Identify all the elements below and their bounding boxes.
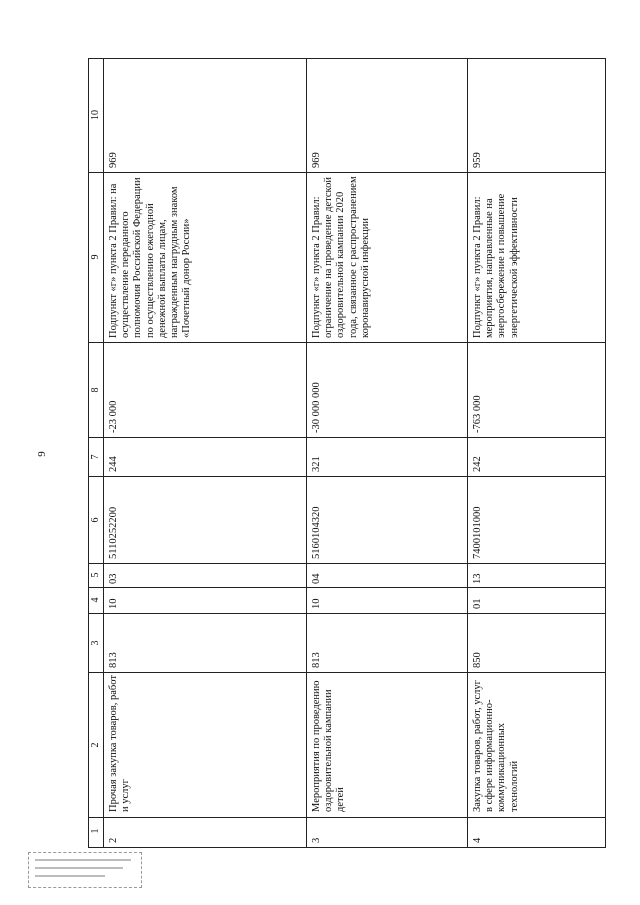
- row-2-col8: -23 000: [108, 400, 119, 433]
- row-3-col4: 10: [311, 598, 322, 609]
- row-3-col10: 969: [311, 152, 322, 168]
- row-2-col6: 5110252200: [108, 506, 119, 559]
- row-4-col10: 959: [472, 152, 483, 168]
- row-4-col4: 01: [472, 598, 483, 609]
- row-3-name: Мероприятия по проведению оздоровительной кампании детей: [311, 680, 347, 812]
- row-2-col3: 813: [108, 652, 119, 668]
- header-col-5: 5: [90, 572, 101, 578]
- row-4-col6: 7400101000: [472, 506, 483, 559]
- header-col-1: 1: [90, 828, 101, 834]
- header-col-9: 9: [90, 254, 101, 260]
- header-col-4: 4: [90, 597, 101, 603]
- row-4-number: 4: [472, 837, 483, 843]
- header-col-2: 2: [90, 742, 101, 748]
- row-2-col10: 969: [108, 152, 119, 168]
- header-col-6: 6: [90, 517, 101, 523]
- row-2-col5: 03: [108, 573, 119, 584]
- row-4-name: Закупка товаров, работ, услуг в сфере информационно-коммуникационных технологий: [472, 680, 520, 812]
- row-4-col3: 850: [472, 652, 483, 668]
- row-3-number: 3: [311, 837, 322, 843]
- row-3-col6: 5160104320: [311, 506, 322, 559]
- header-col-8: 8: [90, 387, 101, 393]
- row-2-col9: Подпункт «г» пункта 2 Правил: на осуществление переданного полномочия Российской Федерации по осуществлению ежегодной денежной выплаты лицам, награжденным нагрудным знаком «Почетный донор России»: [108, 177, 193, 338]
- header-col-3: 3: [90, 640, 101, 646]
- row-3-col8: -30 000 000: [311, 382, 322, 433]
- row-3-col9: Подпункт «г» пункта 2 Правил: ограничение на проведение детской оздоровительной кампании 2020 года, связанное с распространением коронавирусной инфекции: [311, 176, 371, 338]
- header-col-7: 7: [90, 454, 101, 460]
- row-2-col7: 244: [108, 456, 119, 472]
- row-2-col4: 10: [108, 598, 119, 609]
- row-3-col3: 813: [311, 652, 322, 668]
- row-4-col9: Подпункт «г» пункта 2 Правил: мероприятия, направленные на энергосбережение и повышение энергетической эффективности: [472, 193, 520, 338]
- row-2-number: 2: [108, 837, 119, 843]
- header-col-10: 10: [90, 110, 101, 120]
- row-3-col5: 04: [311, 573, 322, 584]
- document-stamp: [28, 852, 142, 888]
- row-4-col5: 13: [472, 573, 483, 584]
- row-3-col7: 321: [311, 456, 322, 472]
- row-2-name: Прочая закупка товаров, работ и услуг: [108, 675, 132, 812]
- page-number: 9: [36, 451, 48, 457]
- row-4-col8: -763 000: [472, 395, 483, 433]
- row-4-col7: 242: [472, 456, 483, 472]
